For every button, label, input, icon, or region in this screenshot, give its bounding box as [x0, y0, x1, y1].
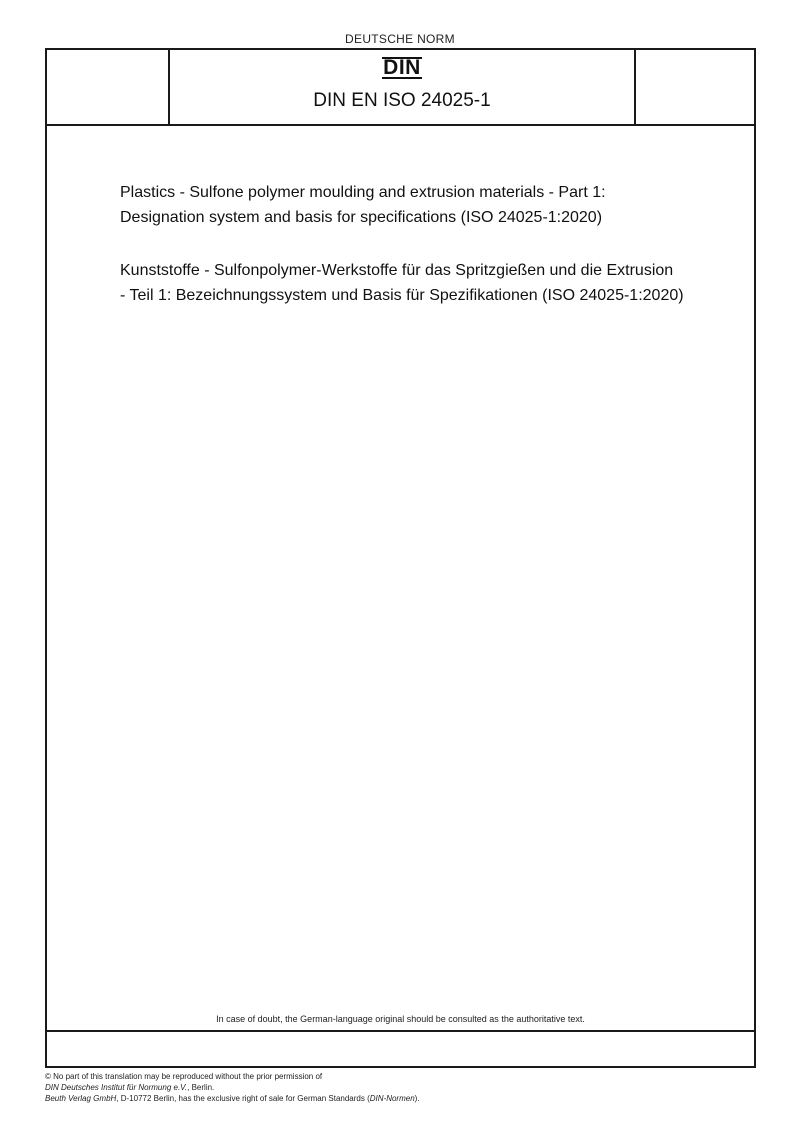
footer-publisher-name: Beuth Verlag GmbH — [45, 1094, 117, 1103]
din-logo-text: DIN — [383, 56, 421, 79]
din-logo — [170, 56, 634, 80]
footer-line-2-rest: , Berlin. — [187, 1083, 215, 1092]
title-german-line-1: Kunststoffe - Sulfonpolymer-Werkstoffe für das Spritzgießen und die Extrusion — [120, 262, 674, 279]
title-english — [120, 180, 740, 230]
footer-line-1: © No part of this translation may be reproduced without the prior permission of — [45, 1072, 323, 1081]
title-german — [120, 258, 740, 308]
footer-line-3 — [45, 1093, 755, 1104]
title-english-line-2: Designation system and basis for specifications (ISO 24025-1:2020) — [120, 209, 603, 226]
title-english-line-1: Plastics - Sulfone polymer moulding and extrusion materials - Part 1: — [120, 184, 606, 201]
document-frame — [45, 48, 756, 1068]
title-german-line-2: - Teil 1: Bezeichnungssystem und Basis für Spezifikationen (ISO 24025-1:2020) — [120, 287, 684, 304]
header-right-cell — [634, 50, 754, 124]
footer-din-name: DIN Deutsches Institut für Normung e.V. — [45, 1083, 188, 1092]
footer-line-2 — [45, 1082, 755, 1093]
authoritative-text-note: In case of doubt, the German-language original should be consulted as the authoritative text. — [216, 1014, 585, 1024]
footer-line-3-mid: , D-10772 Berlin, has the exclusive right of sale for German Standards ( — [116, 1094, 370, 1103]
norm-label: DEUTSCHE NORM — [345, 32, 455, 46]
header-center-cell — [170, 50, 634, 124]
footer-din-normen: DIN-Normen — [369, 1094, 415, 1103]
header-row — [47, 50, 754, 126]
bottom-divider — [47, 1030, 754, 1032]
footer-line-3-end: ). — [414, 1094, 420, 1103]
document-number: DIN EN ISO 24025-1 — [313, 90, 491, 111]
copyright-footer — [45, 1071, 755, 1104]
header-left-cell — [47, 50, 170, 124]
